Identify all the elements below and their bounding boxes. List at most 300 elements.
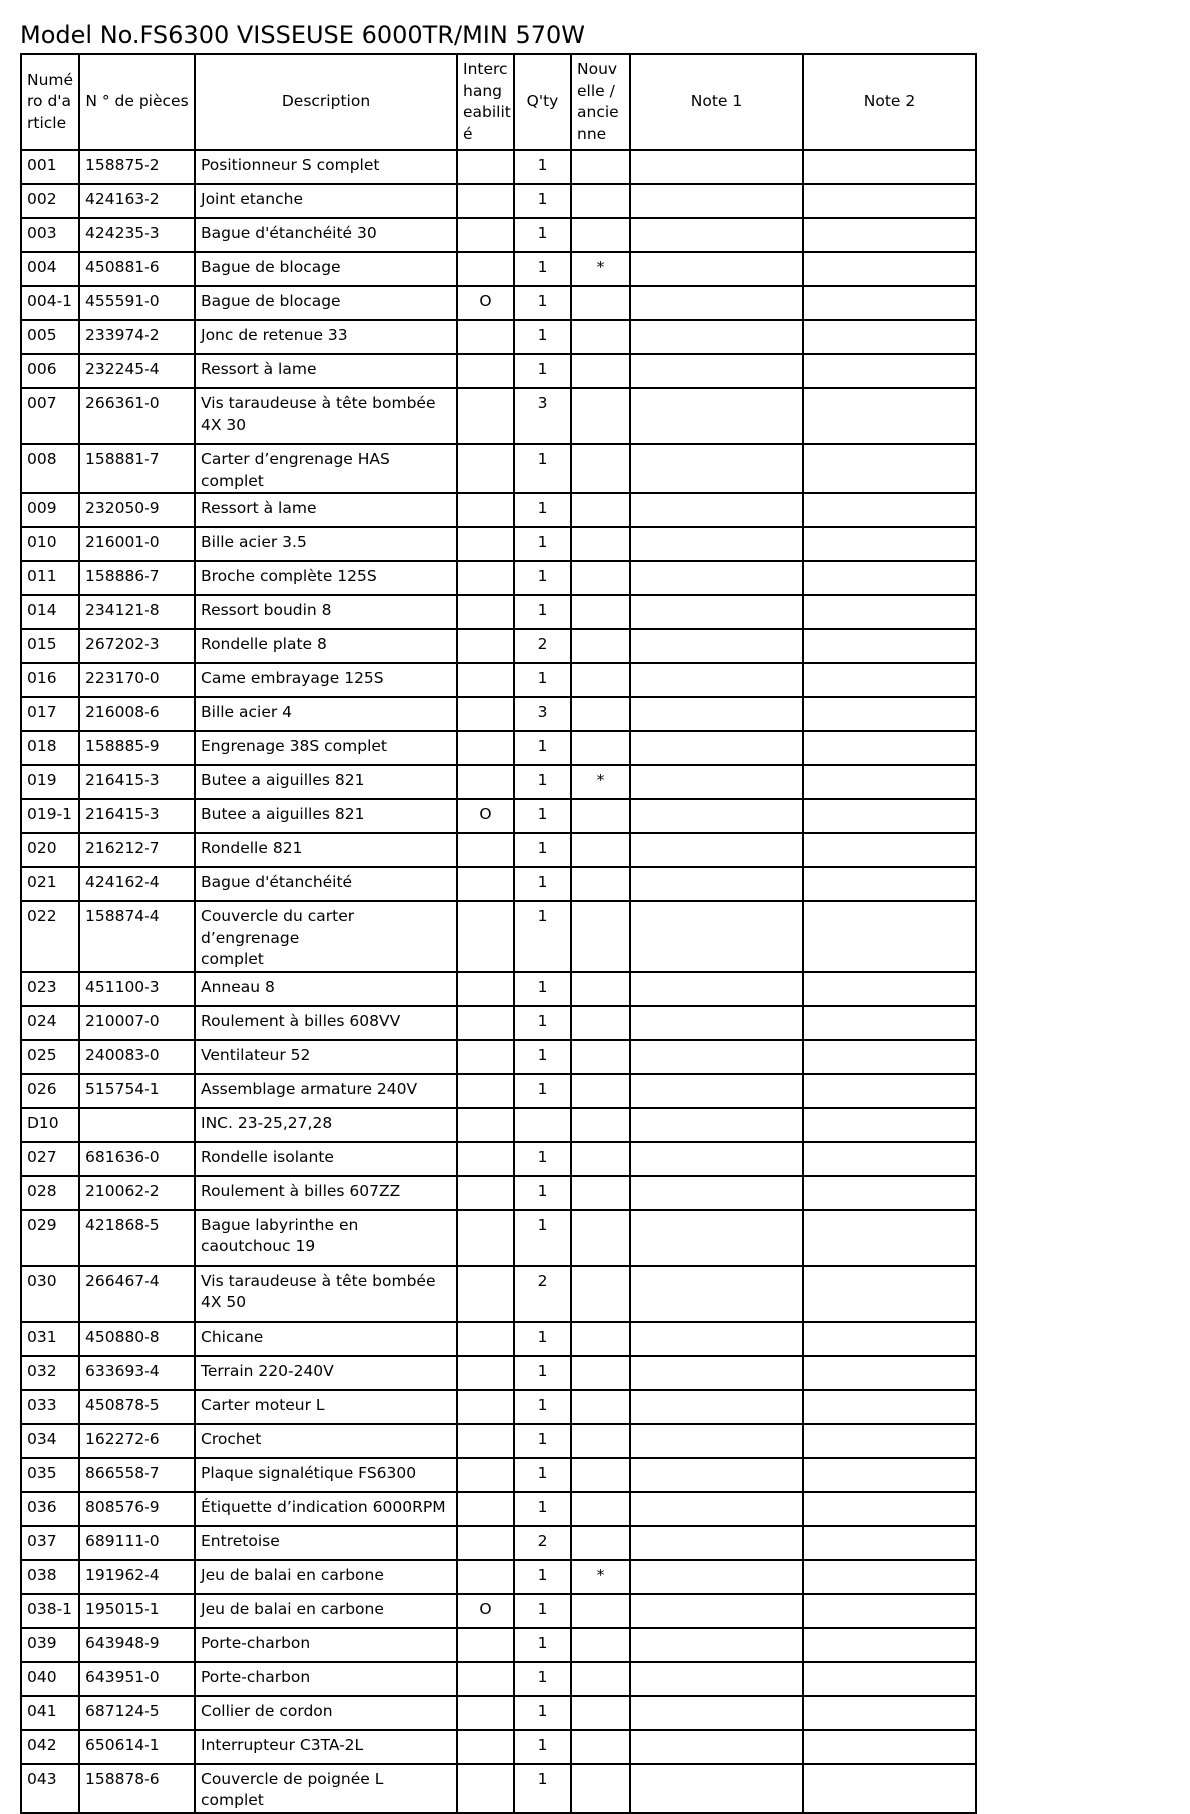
cell-note-2 — [803, 731, 976, 765]
table-row — [21, 1628, 976, 1662]
cell-article: 034 — [21, 1424, 79, 1458]
cell-note-2 — [803, 1594, 976, 1628]
table-row — [21, 972, 976, 1006]
cell-article: 036 — [21, 1492, 79, 1526]
cell-interchangeability — [457, 1424, 514, 1458]
cell-interchangeability — [457, 1108, 514, 1142]
cell-part-number: 455591-0 — [79, 286, 195, 320]
cell-article: 008 — [21, 444, 79, 493]
cell-interchangeability — [457, 1662, 514, 1696]
table-row — [21, 901, 976, 972]
cell-part-number: 421868-5 — [79, 1210, 195, 1266]
cell-part-number: 266467-4 — [79, 1266, 195, 1322]
cell-qty: 1 — [514, 663, 571, 697]
cell-qty: 3 — [514, 697, 571, 731]
cell-article: 020 — [21, 833, 79, 867]
cell-new-old — [571, 1176, 630, 1210]
cell-qty: 1 — [514, 1424, 571, 1458]
cell-new-old — [571, 1526, 630, 1560]
cell-part-number: 216001-0 — [79, 527, 195, 561]
cell-interchangeability — [457, 1356, 514, 1390]
cell-interchangeability — [457, 629, 514, 663]
table-row — [21, 1696, 976, 1730]
cell-article: 007 — [21, 388, 79, 444]
cell-note-2 — [803, 150, 976, 184]
cell-note-2 — [803, 218, 976, 252]
cell-interchangeability — [457, 1730, 514, 1764]
cell-new-old — [571, 1142, 630, 1176]
cell-article: 037 — [21, 1526, 79, 1560]
cell-part-number: 424162-4 — [79, 867, 195, 901]
cell-note-2 — [803, 1390, 976, 1424]
cell-interchangeability — [457, 972, 514, 1006]
cell-description: Jeu de balai en carbone — [195, 1560, 457, 1594]
table-row — [21, 150, 976, 184]
cell-article: 040 — [21, 1662, 79, 1696]
cell-qty: 1 — [514, 1764, 571, 1813]
cell-qty: 2 — [514, 629, 571, 663]
table-row — [21, 1560, 976, 1594]
cell-part-number: 216008-6 — [79, 697, 195, 731]
cell-note-2 — [803, 1696, 976, 1730]
cell-new-old — [571, 184, 630, 218]
table-header-row — [21, 54, 976, 150]
cell-note-2 — [803, 833, 976, 867]
cell-article: 021 — [21, 867, 79, 901]
cell-description: Ressort à lame — [195, 493, 457, 527]
cell-interchangeability — [457, 765, 514, 799]
table-row — [21, 444, 976, 493]
cell-note-2 — [803, 799, 976, 833]
cell-part-number: 515754-1 — [79, 1074, 195, 1108]
cell-qty: 1 — [514, 286, 571, 320]
header-new-old: Nouv elle / ancie nne — [571, 54, 630, 150]
cell-interchangeability: O — [457, 1594, 514, 1628]
cell-note-2 — [803, 867, 976, 901]
cell-new-old — [571, 1696, 630, 1730]
cell-description: Bague d'étanchéité — [195, 867, 457, 901]
cell-part-number — [79, 1108, 195, 1142]
cell-note-2 — [803, 493, 976, 527]
table-row — [21, 629, 976, 663]
cell-note-2 — [803, 901, 976, 972]
cell-qty: 1 — [514, 1356, 571, 1390]
cell-part-number: 158881-7 — [79, 444, 195, 493]
cell-interchangeability — [457, 252, 514, 286]
cell-interchangeability — [457, 1390, 514, 1424]
cell-note-2 — [803, 1492, 976, 1526]
cell-qty: 1 — [514, 561, 571, 595]
cell-interchangeability — [457, 1764, 514, 1813]
cell-new-old — [571, 561, 630, 595]
cell-note-1 — [630, 354, 803, 388]
cell-article: 022 — [21, 901, 79, 972]
cell-description: Couvercle de poignée L complet — [195, 1764, 457, 1813]
cell-part-number: 450880-8 — [79, 1322, 195, 1356]
cell-description: Ressort à lame — [195, 354, 457, 388]
cell-note-2 — [803, 1322, 976, 1356]
cell-interchangeability — [457, 354, 514, 388]
cell-article: 010 — [21, 527, 79, 561]
table-row — [21, 218, 976, 252]
cell-part-number: 451100-3 — [79, 972, 195, 1006]
cell-description: Bille acier 3.5 — [195, 527, 457, 561]
cell-description: Étiquette d’indication 6000RPM — [195, 1492, 457, 1526]
cell-interchangeability — [457, 697, 514, 731]
table-row — [21, 765, 976, 799]
header-article: Numé ro d'a rticle — [21, 54, 79, 150]
cell-note-2 — [803, 1074, 976, 1108]
cell-article: 026 — [21, 1074, 79, 1108]
cell-article: 028 — [21, 1176, 79, 1210]
cell-article: 024 — [21, 1006, 79, 1040]
table-row — [21, 252, 976, 286]
cell-note-1 — [630, 799, 803, 833]
cell-note-2 — [803, 1006, 976, 1040]
cell-article: D10 — [21, 1108, 79, 1142]
cell-description: Butee a aiguilles 821 — [195, 765, 457, 799]
cell-part-number: 158886-7 — [79, 561, 195, 595]
table-row — [21, 663, 976, 697]
cell-qty: 1 — [514, 1662, 571, 1696]
cell-note-1 — [630, 1560, 803, 1594]
cell-article: 042 — [21, 1730, 79, 1764]
cell-description: Positionneur S complet — [195, 150, 457, 184]
cell-article: 005 — [21, 320, 79, 354]
cell-description: Bague de blocage — [195, 252, 457, 286]
cell-qty: 2 — [514, 1266, 571, 1322]
cell-description: INC. 23-25,27,28 — [195, 1108, 457, 1142]
cell-new-old — [571, 1628, 630, 1662]
cell-interchangeability — [457, 184, 514, 218]
cell-article: 004 — [21, 252, 79, 286]
cell-new-old — [571, 1492, 630, 1526]
cell-note-1 — [630, 1210, 803, 1266]
cell-note-2 — [803, 1628, 976, 1662]
cell-qty: 1 — [514, 444, 571, 493]
cell-description: Bague de blocage — [195, 286, 457, 320]
cell-part-number: 266361-0 — [79, 388, 195, 444]
cell-note-2 — [803, 1560, 976, 1594]
cell-note-2 — [803, 697, 976, 731]
table-row — [21, 1074, 976, 1108]
cell-description: Anneau 8 — [195, 972, 457, 1006]
cell-description: Rondelle plate 8 — [195, 629, 457, 663]
cell-qty: 1 — [514, 1040, 571, 1074]
cell-new-old — [571, 1594, 630, 1628]
cell-note-2 — [803, 1142, 976, 1176]
cell-note-1 — [630, 1142, 803, 1176]
cell-note-1 — [630, 388, 803, 444]
table-row — [21, 731, 976, 765]
cell-note-1 — [630, 1628, 803, 1662]
table-row — [21, 1662, 976, 1696]
table-row — [21, 799, 976, 833]
table-row — [21, 320, 976, 354]
cell-note-1 — [630, 697, 803, 731]
cell-interchangeability — [457, 320, 514, 354]
table-row — [21, 354, 976, 388]
cell-description: Roulement à billes 608VV — [195, 1006, 457, 1040]
cell-qty: 1 — [514, 252, 571, 286]
cell-interchangeability — [457, 218, 514, 252]
cell-note-2 — [803, 444, 976, 493]
table-row — [21, 184, 976, 218]
cell-qty: 2 — [514, 1526, 571, 1560]
cell-description: Engrenage 38S complet — [195, 731, 457, 765]
cell-qty: 1 — [514, 1176, 571, 1210]
table-row — [21, 1006, 976, 1040]
cell-part-number: 633693-4 — [79, 1356, 195, 1390]
cell-note-2 — [803, 1730, 976, 1764]
cell-part-number: 158874-4 — [79, 901, 195, 972]
cell-part-number: 210062-2 — [79, 1176, 195, 1210]
cell-description: Bague d'étanchéité 30 — [195, 218, 457, 252]
cell-part-number: 216415-3 — [79, 799, 195, 833]
cell-article: 004-1 — [21, 286, 79, 320]
header-description: Description — [195, 54, 457, 150]
cell-article: 006 — [21, 354, 79, 388]
cell-part-number: 689111-0 — [79, 1526, 195, 1560]
cell-note-1 — [630, 286, 803, 320]
table-row — [21, 595, 976, 629]
cell-new-old — [571, 320, 630, 354]
cell-note-1 — [630, 972, 803, 1006]
cell-qty: 1 — [514, 354, 571, 388]
cell-note-2 — [803, 1458, 976, 1492]
cell-qty: 1 — [514, 901, 571, 972]
cell-note-2 — [803, 320, 976, 354]
cell-part-number: 233974-2 — [79, 320, 195, 354]
table-row — [21, 561, 976, 595]
cell-note-1 — [630, 1006, 803, 1040]
cell-qty: 3 — [514, 388, 571, 444]
cell-new-old — [571, 867, 630, 901]
cell-note-1 — [630, 1356, 803, 1390]
cell-qty: 1 — [514, 1006, 571, 1040]
cell-new-old — [571, 444, 630, 493]
cell-article: 011 — [21, 561, 79, 595]
cell-interchangeability — [457, 867, 514, 901]
cell-note-1 — [630, 184, 803, 218]
cell-note-2 — [803, 388, 976, 444]
cell-qty: 1 — [514, 527, 571, 561]
cell-part-number: 158885-9 — [79, 731, 195, 765]
cell-note-1 — [630, 867, 803, 901]
cell-qty: 1 — [514, 1594, 571, 1628]
cell-qty: 1 — [514, 1696, 571, 1730]
cell-description: Vis taraudeuse à tête bombée 4X 50 — [195, 1266, 457, 1322]
table-row — [21, 1176, 976, 1210]
cell-note-1 — [630, 1322, 803, 1356]
cell-note-2 — [803, 561, 976, 595]
cell-new-old — [571, 1266, 630, 1322]
cell-note-1 — [630, 1040, 803, 1074]
cell-qty: 1 — [514, 1210, 571, 1266]
cell-interchangeability — [457, 527, 514, 561]
cell-new-old — [571, 595, 630, 629]
cell-part-number: 687124-5 — [79, 1696, 195, 1730]
cell-interchangeability — [457, 150, 514, 184]
cell-article: 025 — [21, 1040, 79, 1074]
cell-note-2 — [803, 252, 976, 286]
cell-article: 035 — [21, 1458, 79, 1492]
cell-description: Ressort boudin 8 — [195, 595, 457, 629]
cell-new-old — [571, 1040, 630, 1074]
cell-note-2 — [803, 286, 976, 320]
cell-article: 019-1 — [21, 799, 79, 833]
table-row — [21, 1322, 976, 1356]
cell-new-old: * — [571, 765, 630, 799]
cell-description: Terrain 220-240V — [195, 1356, 457, 1390]
table-row — [21, 1764, 976, 1813]
cell-description: Broche complète 125S — [195, 561, 457, 595]
cell-interchangeability — [457, 1458, 514, 1492]
table-row — [21, 1040, 976, 1074]
cell-note-2 — [803, 595, 976, 629]
cell-note-1 — [630, 1594, 803, 1628]
cell-new-old — [571, 527, 630, 561]
cell-interchangeability — [457, 561, 514, 595]
cell-description: Collier de cordon — [195, 1696, 457, 1730]
cell-part-number: 650614-1 — [79, 1730, 195, 1764]
cell-part-number: 162272-6 — [79, 1424, 195, 1458]
cell-note-1 — [630, 218, 803, 252]
cell-new-old — [571, 150, 630, 184]
table-row — [21, 1730, 976, 1764]
cell-new-old — [571, 1390, 630, 1424]
cell-new-old — [571, 1210, 630, 1266]
cell-qty — [514, 1108, 571, 1142]
cell-note-2 — [803, 1040, 976, 1074]
cell-qty: 1 — [514, 493, 571, 527]
cell-new-old — [571, 799, 630, 833]
cell-new-old — [571, 1458, 630, 1492]
cell-qty: 1 — [514, 867, 571, 901]
cell-note-1 — [630, 252, 803, 286]
cell-description: Couvercle du carter d’engrenage complet — [195, 901, 457, 972]
cell-note-2 — [803, 354, 976, 388]
cell-note-1 — [630, 493, 803, 527]
cell-note-2 — [803, 1108, 976, 1142]
table-row — [21, 286, 976, 320]
cell-new-old — [571, 286, 630, 320]
cell-qty: 1 — [514, 972, 571, 1006]
cell-description: Carter moteur L — [195, 1390, 457, 1424]
cell-article: 015 — [21, 629, 79, 663]
cell-new-old — [571, 1764, 630, 1813]
cell-article: 016 — [21, 663, 79, 697]
cell-interchangeability: O — [457, 799, 514, 833]
cell-note-1 — [630, 561, 803, 595]
cell-part-number: 808576-9 — [79, 1492, 195, 1526]
cell-note-2 — [803, 527, 976, 561]
cell-part-number: 232050-9 — [79, 493, 195, 527]
cell-description: Plaque signalétique FS6300 — [195, 1458, 457, 1492]
cell-interchangeability — [457, 388, 514, 444]
parts-table-body — [21, 150, 976, 1813]
cell-interchangeability — [457, 901, 514, 972]
cell-article: 017 — [21, 697, 79, 731]
cell-article: 039 — [21, 1628, 79, 1662]
cell-new-old — [571, 663, 630, 697]
cell-interchangeability — [457, 1696, 514, 1730]
cell-description: Jonc de retenue 33 — [195, 320, 457, 354]
cell-part-number: 195015-1 — [79, 1594, 195, 1628]
cell-interchangeability — [457, 1628, 514, 1662]
cell-article: 038-1 — [21, 1594, 79, 1628]
cell-qty: 1 — [514, 1458, 571, 1492]
cell-part-number: 424163-2 — [79, 184, 195, 218]
cell-interchangeability — [457, 1560, 514, 1594]
table-row — [21, 1390, 976, 1424]
cell-new-old — [571, 354, 630, 388]
cell-interchangeability — [457, 1006, 514, 1040]
cell-note-1 — [630, 1424, 803, 1458]
cell-article: 019 — [21, 765, 79, 799]
cell-interchangeability — [457, 731, 514, 765]
cell-article: 001 — [21, 150, 79, 184]
cell-description: Porte-charbon — [195, 1628, 457, 1662]
cell-new-old — [571, 1322, 630, 1356]
cell-qty: 1 — [514, 833, 571, 867]
parts-table — [20, 53, 977, 1814]
cell-description: Bague labyrinthe en caoutchouc 19 — [195, 1210, 457, 1266]
cell-part-number: 643951-0 — [79, 1662, 195, 1696]
cell-part-number: 158875-2 — [79, 150, 195, 184]
cell-note-2 — [803, 1210, 976, 1266]
cell-note-2 — [803, 663, 976, 697]
cell-article: 030 — [21, 1266, 79, 1322]
cell-note-1 — [630, 1176, 803, 1210]
header-note-2: Note 2 — [803, 54, 976, 150]
cell-description: Chicane — [195, 1322, 457, 1356]
cell-interchangeability — [457, 833, 514, 867]
cell-interchangeability — [457, 1040, 514, 1074]
cell-qty: 1 — [514, 1628, 571, 1662]
cell-note-2 — [803, 1526, 976, 1560]
cell-article: 031 — [21, 1322, 79, 1356]
cell-description: Ventilateur 52 — [195, 1040, 457, 1074]
cell-note-1 — [630, 1764, 803, 1813]
cell-qty: 1 — [514, 799, 571, 833]
table-row — [21, 1424, 976, 1458]
cell-qty: 1 — [514, 765, 571, 799]
cell-note-2 — [803, 1356, 976, 1390]
cell-note-1 — [630, 1526, 803, 1560]
cell-description: Butee a aiguilles 821 — [195, 799, 457, 833]
cell-article: 029 — [21, 1210, 79, 1266]
cell-note-1 — [630, 150, 803, 184]
cell-article: 043 — [21, 1764, 79, 1813]
cell-description: Carter d’engrenage HAS complet — [195, 444, 457, 493]
cell-qty: 1 — [514, 1074, 571, 1108]
table-row — [21, 1108, 976, 1142]
cell-note-1 — [630, 320, 803, 354]
cell-part-number: 424235-3 — [79, 218, 195, 252]
table-row — [21, 697, 976, 731]
cell-part-number: 450881-6 — [79, 252, 195, 286]
table-row — [21, 1266, 976, 1322]
cell-description: Vis taraudeuse à tête bombée 4X 30 — [195, 388, 457, 444]
cell-qty: 1 — [514, 184, 571, 218]
cell-description: Rondelle 821 — [195, 833, 457, 867]
cell-part-number: 210007-0 — [79, 1006, 195, 1040]
cell-part-number: 866558-7 — [79, 1458, 195, 1492]
cell-part-number: 216212-7 — [79, 833, 195, 867]
cell-note-1 — [630, 901, 803, 972]
cell-interchangeability — [457, 1526, 514, 1560]
